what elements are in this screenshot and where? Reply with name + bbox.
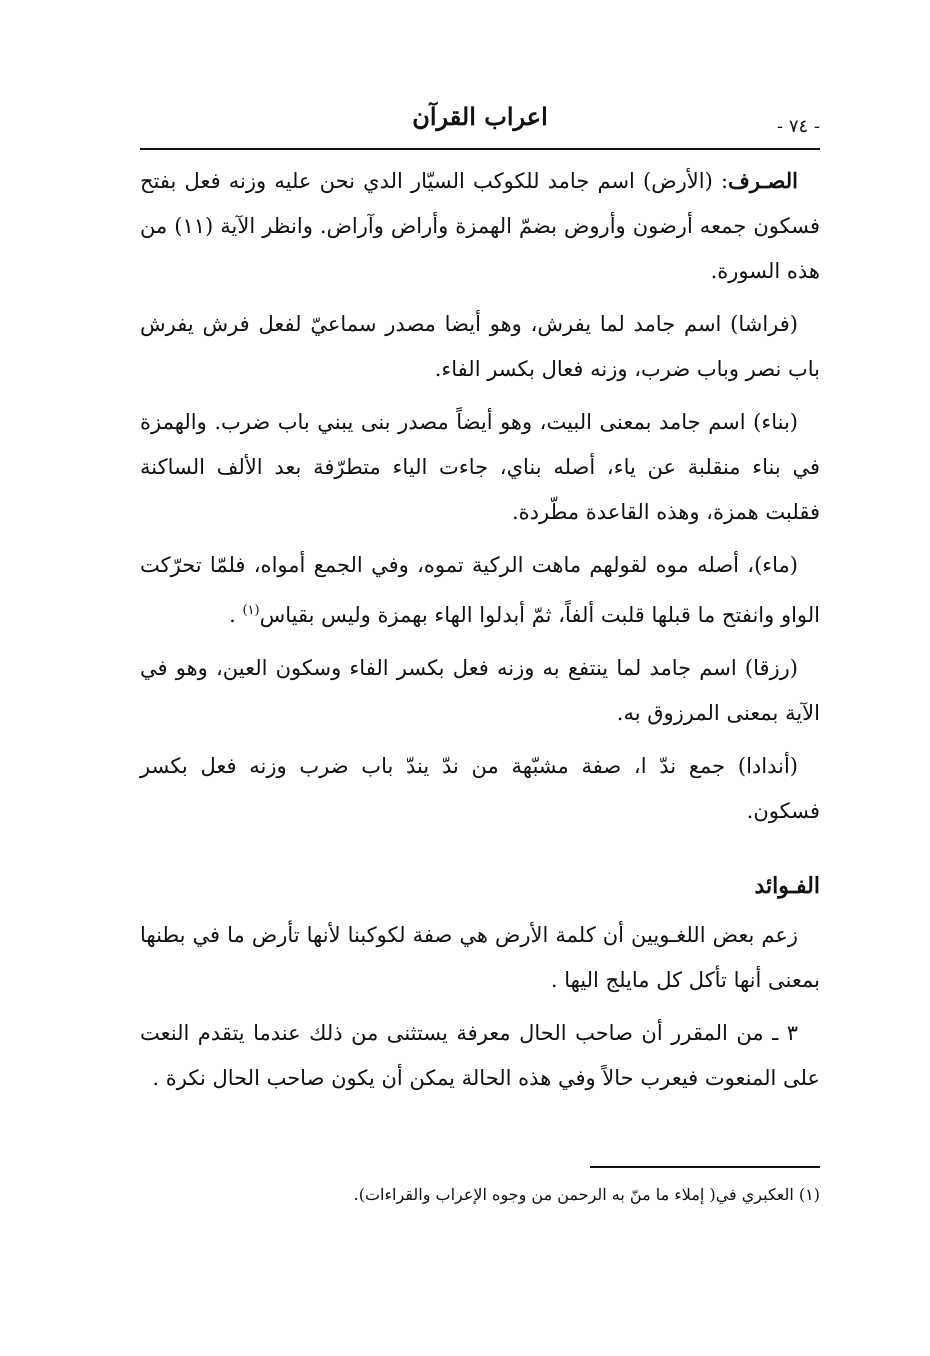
fawaid-heading: الفـوائد	[754, 873, 820, 899]
footnote: (١) العكبري في( إملاء ما منّ به الرحمن من وجوه الإعراب والقراءات).	[353, 1185, 820, 1204]
footnote-reference: (١)	[242, 603, 260, 618]
sarf-paragraph-2: (فراشا) اسم جامد لما يفرش، وهو أيضا مصدر سماعيّ لفعل فرش يفرش باب نصر وباب ضرب، وزنه فعال بكسر الفاء.	[140, 312, 820, 381]
sarf-paragraph-4-end: .	[229, 603, 236, 627]
sarf-paragraph-5: (رزقا) اسم جامد لما ينتفع به وزنه فعل بكسر الفاء وسكون العين، وهو في الآية بمعنى المرزوق به.	[140, 656, 820, 725]
main-text	[140, 158, 820, 1109]
footnote-rule	[590, 1166, 820, 1168]
fawaid-paragraph-2: ٣ ـ من المقرر أن صاحب الحال معرفة يستثنى من ذلك عندما يتقدم النعت على المنعوت فيعرب حالاً وفي هذه الحالة يمكن أن يكون صاحب الحال نكرة .	[140, 1021, 820, 1090]
sarf-paragraph-1-text: : (الأرض) اسم جامد للكوكب السيّار الدي نحن عليه وزنه فعل بفتح فسكون جمعه أرضون وأروض بضمّ الهمزة وأراض وآراض. وانظر الآية (١١) من هذه السورة.	[140, 169, 820, 283]
running-title: اعراب القرآن	[412, 102, 548, 131]
page-header	[140, 96, 820, 140]
sarf-paragraph-6: (أندادا) جمع ندّ ا، صفة مشبّهة من ندّ يندّ باب ضرب وزنه فعل بكسر فسكون.	[140, 754, 820, 823]
sarf-paragraph-4	[140, 543, 820, 638]
page-number: - ٧٤ -	[777, 116, 820, 137]
sarf-paragraph-1	[140, 158, 820, 294]
section-term-sarf: الصـرف	[728, 168, 798, 193]
sarf-paragraph-4-text: (ماء)، أصله موه لقولهم ماهت الركية تموه، وفي الجمع أمواه، فلمّا تحرّكت الواو وانفتح ما قبلها قلبت ألفاً، ثمّ أبدلوا الهاء بهمزة وليس بقياس	[140, 553, 820, 627]
fawaid-paragraph-1: زعم بعض اللغـويين أن كلمة الأرض هي صفة لكوكبنا لأنها تأرض ما في بطنها بمعنى أنها تأكل كل مايلج اليها .	[140, 923, 820, 992]
header-rule	[140, 148, 820, 150]
sarf-paragraph-3: (بناء) اسم جامد بمعنى البيت، وهو أيضاً مصدر بنى يبني باب ضرب. والهمزة في بناء منقلبة عن ياء، أصله بناي، جاءت الياء متطرّفة بعد الألف الساكنة فقلبت همزة، وهذه القاعدة مطّردة.	[140, 410, 820, 524]
